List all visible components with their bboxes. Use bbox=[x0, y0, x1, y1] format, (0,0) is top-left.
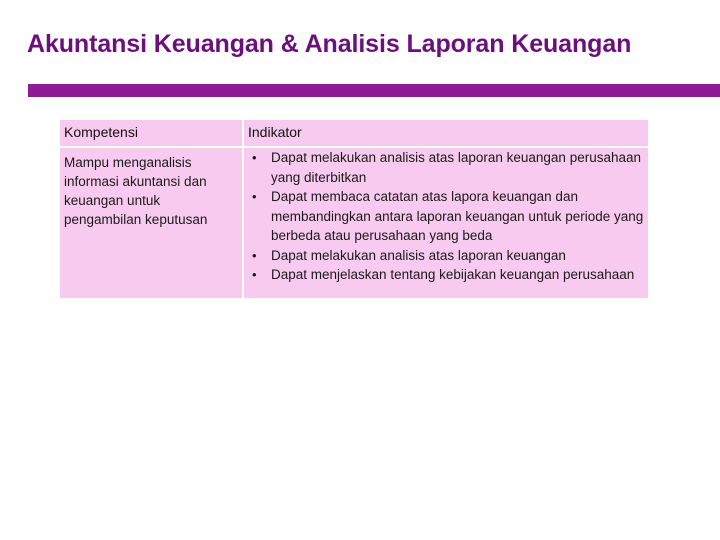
bullet-icon: • bbox=[252, 267, 257, 282]
bullet-icon: • bbox=[252, 150, 257, 165]
header-competence: Kompetensi bbox=[64, 124, 138, 140]
table-row bbox=[60, 148, 648, 298]
page-title: Akuntansi Keuangan & Analisis Laporan Keuangan bbox=[27, 30, 632, 58]
table-header-row bbox=[60, 120, 648, 148]
indicator-text: Dapat menjelaskan tentang kebijakan keuangan perusahaan bbox=[271, 267, 635, 282]
competence-cell bbox=[60, 148, 244, 298]
bullet-icon: • bbox=[252, 247, 257, 263]
header-cell-competence bbox=[60, 120, 244, 148]
competence-text: Mampu menganalisis informasi akuntansi dan keuangan untuk pengambilan keputusan bbox=[64, 155, 208, 227]
indicator-item bbox=[250, 187, 644, 246]
indicator-text: Dapat membaca catatan atas lapora keuangan dan membandingkan antara laporan keuangan untuk periode yang berbeda atau perusahaan yang beda bbox=[271, 189, 644, 243]
bullet-icon: • bbox=[252, 189, 257, 204]
indicator-text: Dapat melakukan analisis atas laporan keuangan bbox=[271, 247, 566, 263]
header-indicator: Indikator bbox=[248, 124, 302, 140]
indicator-list bbox=[244, 148, 648, 285]
competency-table bbox=[60, 120, 648, 298]
indicator-item bbox=[250, 148, 644, 187]
indicator-text: Dapat melakukan analisis atas laporan keuangan perusahaan yang diterbitkan bbox=[271, 150, 642, 185]
indicator-item bbox=[250, 246, 644, 266]
header-cell-indicator bbox=[244, 120, 648, 148]
indicator-item bbox=[250, 265, 644, 285]
indicator-cell bbox=[244, 148, 648, 298]
title-divider-bar bbox=[28, 84, 720, 97]
